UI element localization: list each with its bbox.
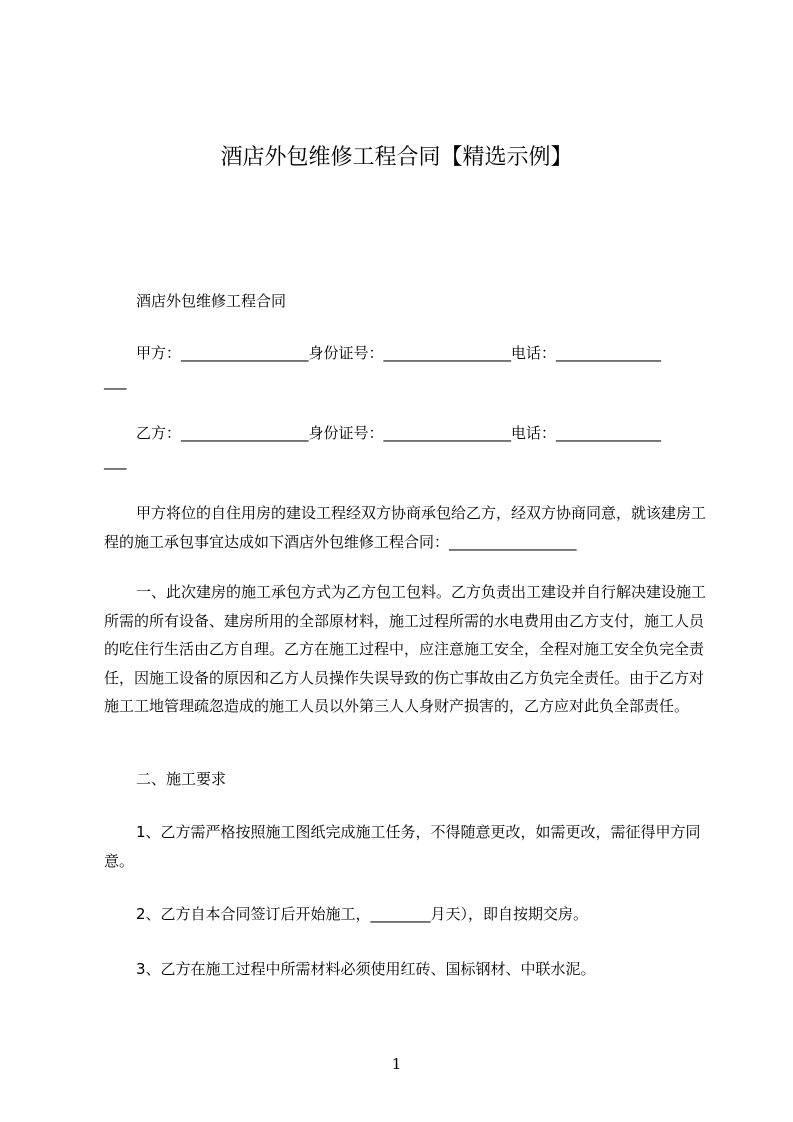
party-b-continuation: ___ bbox=[104, 452, 127, 470]
document-title: 酒店外包维修工程合同【精选示例】 bbox=[220, 145, 573, 170]
page-number: 1 bbox=[391, 1055, 402, 1073]
clause-1-paragraph: 一、此次建房的施工承包方式为乙方包工包料。乙方负责出工建设并自行解决建设施工所需的所有设备、建房所用的全部原材料，施工过程所需的水电费用由乙方支付，施工人员的吃住行生活由乙方自理。乙方在施工过程中，应注意施工安全，全程对施工安全负完全责任，因施工设备的原因和乙方人员操作失误导致的伤亡事故由乙方负完全责任。由于乙方对施工工地管理疏忽造成的施工人员以外第三人人身财产损害的，乙方应对此负全部责任。 bbox=[104, 583, 707, 715]
section-2-heading: 二、施工要求 bbox=[136, 770, 227, 788]
party-a-line: 甲方：_________________身份证号：_________________电话：______________ bbox=[136, 344, 662, 362]
party-a-continuation: ___ bbox=[104, 372, 127, 390]
requirement-item-1: 1、乙方需严格按照施工图纸完成施工任务，不得随意更改，如需更改，需征得甲方同意。 bbox=[104, 823, 701, 870]
intro-paragraph: 甲方将位的自住用房的建设工程经双方协商承包给乙方，经双方协商同意，就该建房工程的施工承包事宜达成如下酒店外包维修工程合同：_________________ bbox=[104, 504, 707, 551]
requirement-item-2: 2、乙方自本合同签订后开始施工，________月天），即自按期交房。 bbox=[136, 905, 589, 923]
party-b-line: 乙方：_________________身份证号：_________________电话：______________ bbox=[136, 424, 662, 442]
contract-subtitle: 酒店外包维修工程合同 bbox=[136, 292, 287, 310]
requirement-item-3: 3、乙方在施工过程中所需材料必须使用红砖、国标钢材、中联水泥。 bbox=[136, 960, 596, 978]
